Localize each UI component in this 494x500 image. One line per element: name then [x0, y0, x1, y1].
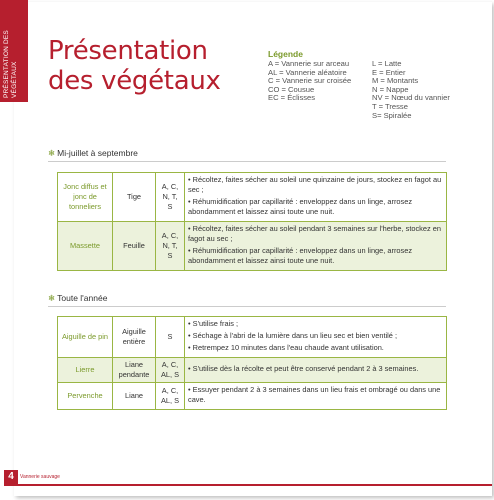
instruction-text: • Récoltez, faites sécher au soleil pendant 3 semaines sur l'herbe, stockez en fagot au sec ;	[188, 224, 441, 243]
section-heading-year	[48, 293, 107, 304]
plant-part: Aiguille entière	[113, 317, 156, 358]
divider	[48, 306, 446, 307]
page-title	[48, 36, 221, 96]
footer-rule	[4, 484, 492, 486]
technique-codes: A, C, AL, S	[156, 358, 185, 383]
legend-item: S= Spiralée	[372, 110, 412, 120]
legend-item: T = Tresse	[372, 101, 408, 111]
legend-item: M = Montants	[372, 76, 419, 86]
instruction-text: • S'utilise frais ;	[188, 319, 238, 328]
section-tab-label: PRÉSENTATION DES VÉGÉTAUX	[3, 30, 18, 98]
footer-text: Vannerie sauvage	[20, 474, 60, 480]
legend-item: L = Latte	[372, 59, 402, 68]
technique-codes: A, C, N, T, S	[156, 173, 185, 222]
table-row	[58, 317, 447, 358]
instruction-text: • Retrempez 10 minutes dans l'eau chaude avant utilisation.	[188, 343, 384, 352]
plant-name: Aiguille de pin	[58, 317, 113, 358]
plants-table-year	[57, 316, 447, 410]
instruction-text: • Essuyer pendant 2 à 3 semaines dans un lieu frais et ombragé ou dans une cave.	[188, 385, 441, 404]
table-row	[58, 222, 447, 271]
plant-instructions	[185, 383, 447, 410]
section-heading-text: Toute l'année	[57, 293, 108, 303]
legend	[268, 49, 450, 120]
table-row	[58, 358, 447, 383]
plants-table-summer	[57, 172, 447, 271]
page-number: 4	[4, 470, 18, 484]
table-row	[58, 173, 447, 222]
plant-part: Feuille	[113, 222, 156, 271]
legend-item: CO = Cousue	[268, 84, 315, 94]
section-heading-text: Mi-juillet à septembre	[57, 148, 138, 158]
legend-title: Légende	[268, 49, 303, 59]
plant-part: Liane pendante	[113, 358, 156, 383]
legend-column-1	[268, 60, 368, 103]
plant-instructions	[185, 222, 447, 271]
technique-codes: A, C, AL, S	[156, 383, 185, 410]
plant-instructions	[185, 358, 447, 383]
legend-item: N = Nappe	[372, 84, 409, 94]
technique-codes: A, C, N, T, S	[156, 222, 185, 271]
snowflake-icon: ❄	[48, 293, 56, 303]
divider	[48, 161, 446, 162]
section-heading-summer	[48, 148, 138, 159]
instruction-text: • Récoltez, faites sécher au soleil une quinzaine de jours, stockez en fagot au sec ;	[188, 175, 442, 194]
legend-item: AL = Vannerie aléatoire	[268, 67, 347, 77]
section-tab	[0, 0, 28, 102]
plant-name: Massette	[58, 222, 113, 271]
legend-item: E = Entier	[372, 67, 406, 77]
instruction-text: • Séchage à l'abri de la lumière dans un lieu sec et bien ventilé ;	[188, 331, 398, 340]
plant-part: Tige	[113, 173, 156, 222]
page-title-line2: des végétaux	[48, 66, 221, 96]
instruction-text: • Réhumidification par capillarité : enveloppez dans un linge, arrosez abondamment et laissez ainsi toute une nuit.	[188, 197, 413, 216]
instruction-text: • S'utilise dès la récolte et peut être conservé pendant 2 à 3 semaines.	[188, 364, 419, 373]
legend-item: A = Vannerie sur arceau	[268, 59, 350, 68]
plant-part: Liane	[113, 383, 156, 410]
plant-instructions	[185, 173, 447, 222]
technique-codes: S	[156, 317, 185, 358]
plant-instructions	[185, 317, 447, 358]
plant-name: Lierre	[58, 358, 113, 383]
instruction-text: • Réhumidification par capillarité : enveloppez dans un linge, arrosez abondamment et laissez ainsi toute une nuit.	[188, 246, 413, 265]
page-title-line1: Présentation	[48, 36, 208, 66]
plant-name: Jonc diffus et jonc de tonneliers	[58, 173, 113, 222]
legend-item: C = Vannerie sur croisée	[268, 76, 352, 86]
table-row	[58, 383, 447, 410]
plant-name: Pervenche	[58, 383, 113, 410]
legend-item: NV = Nœud du vannier	[372, 93, 450, 103]
legend-column-2	[372, 60, 452, 120]
legend-item: EC = Éclisses	[268, 93, 316, 103]
snowflake-icon: ❄	[48, 148, 56, 158]
